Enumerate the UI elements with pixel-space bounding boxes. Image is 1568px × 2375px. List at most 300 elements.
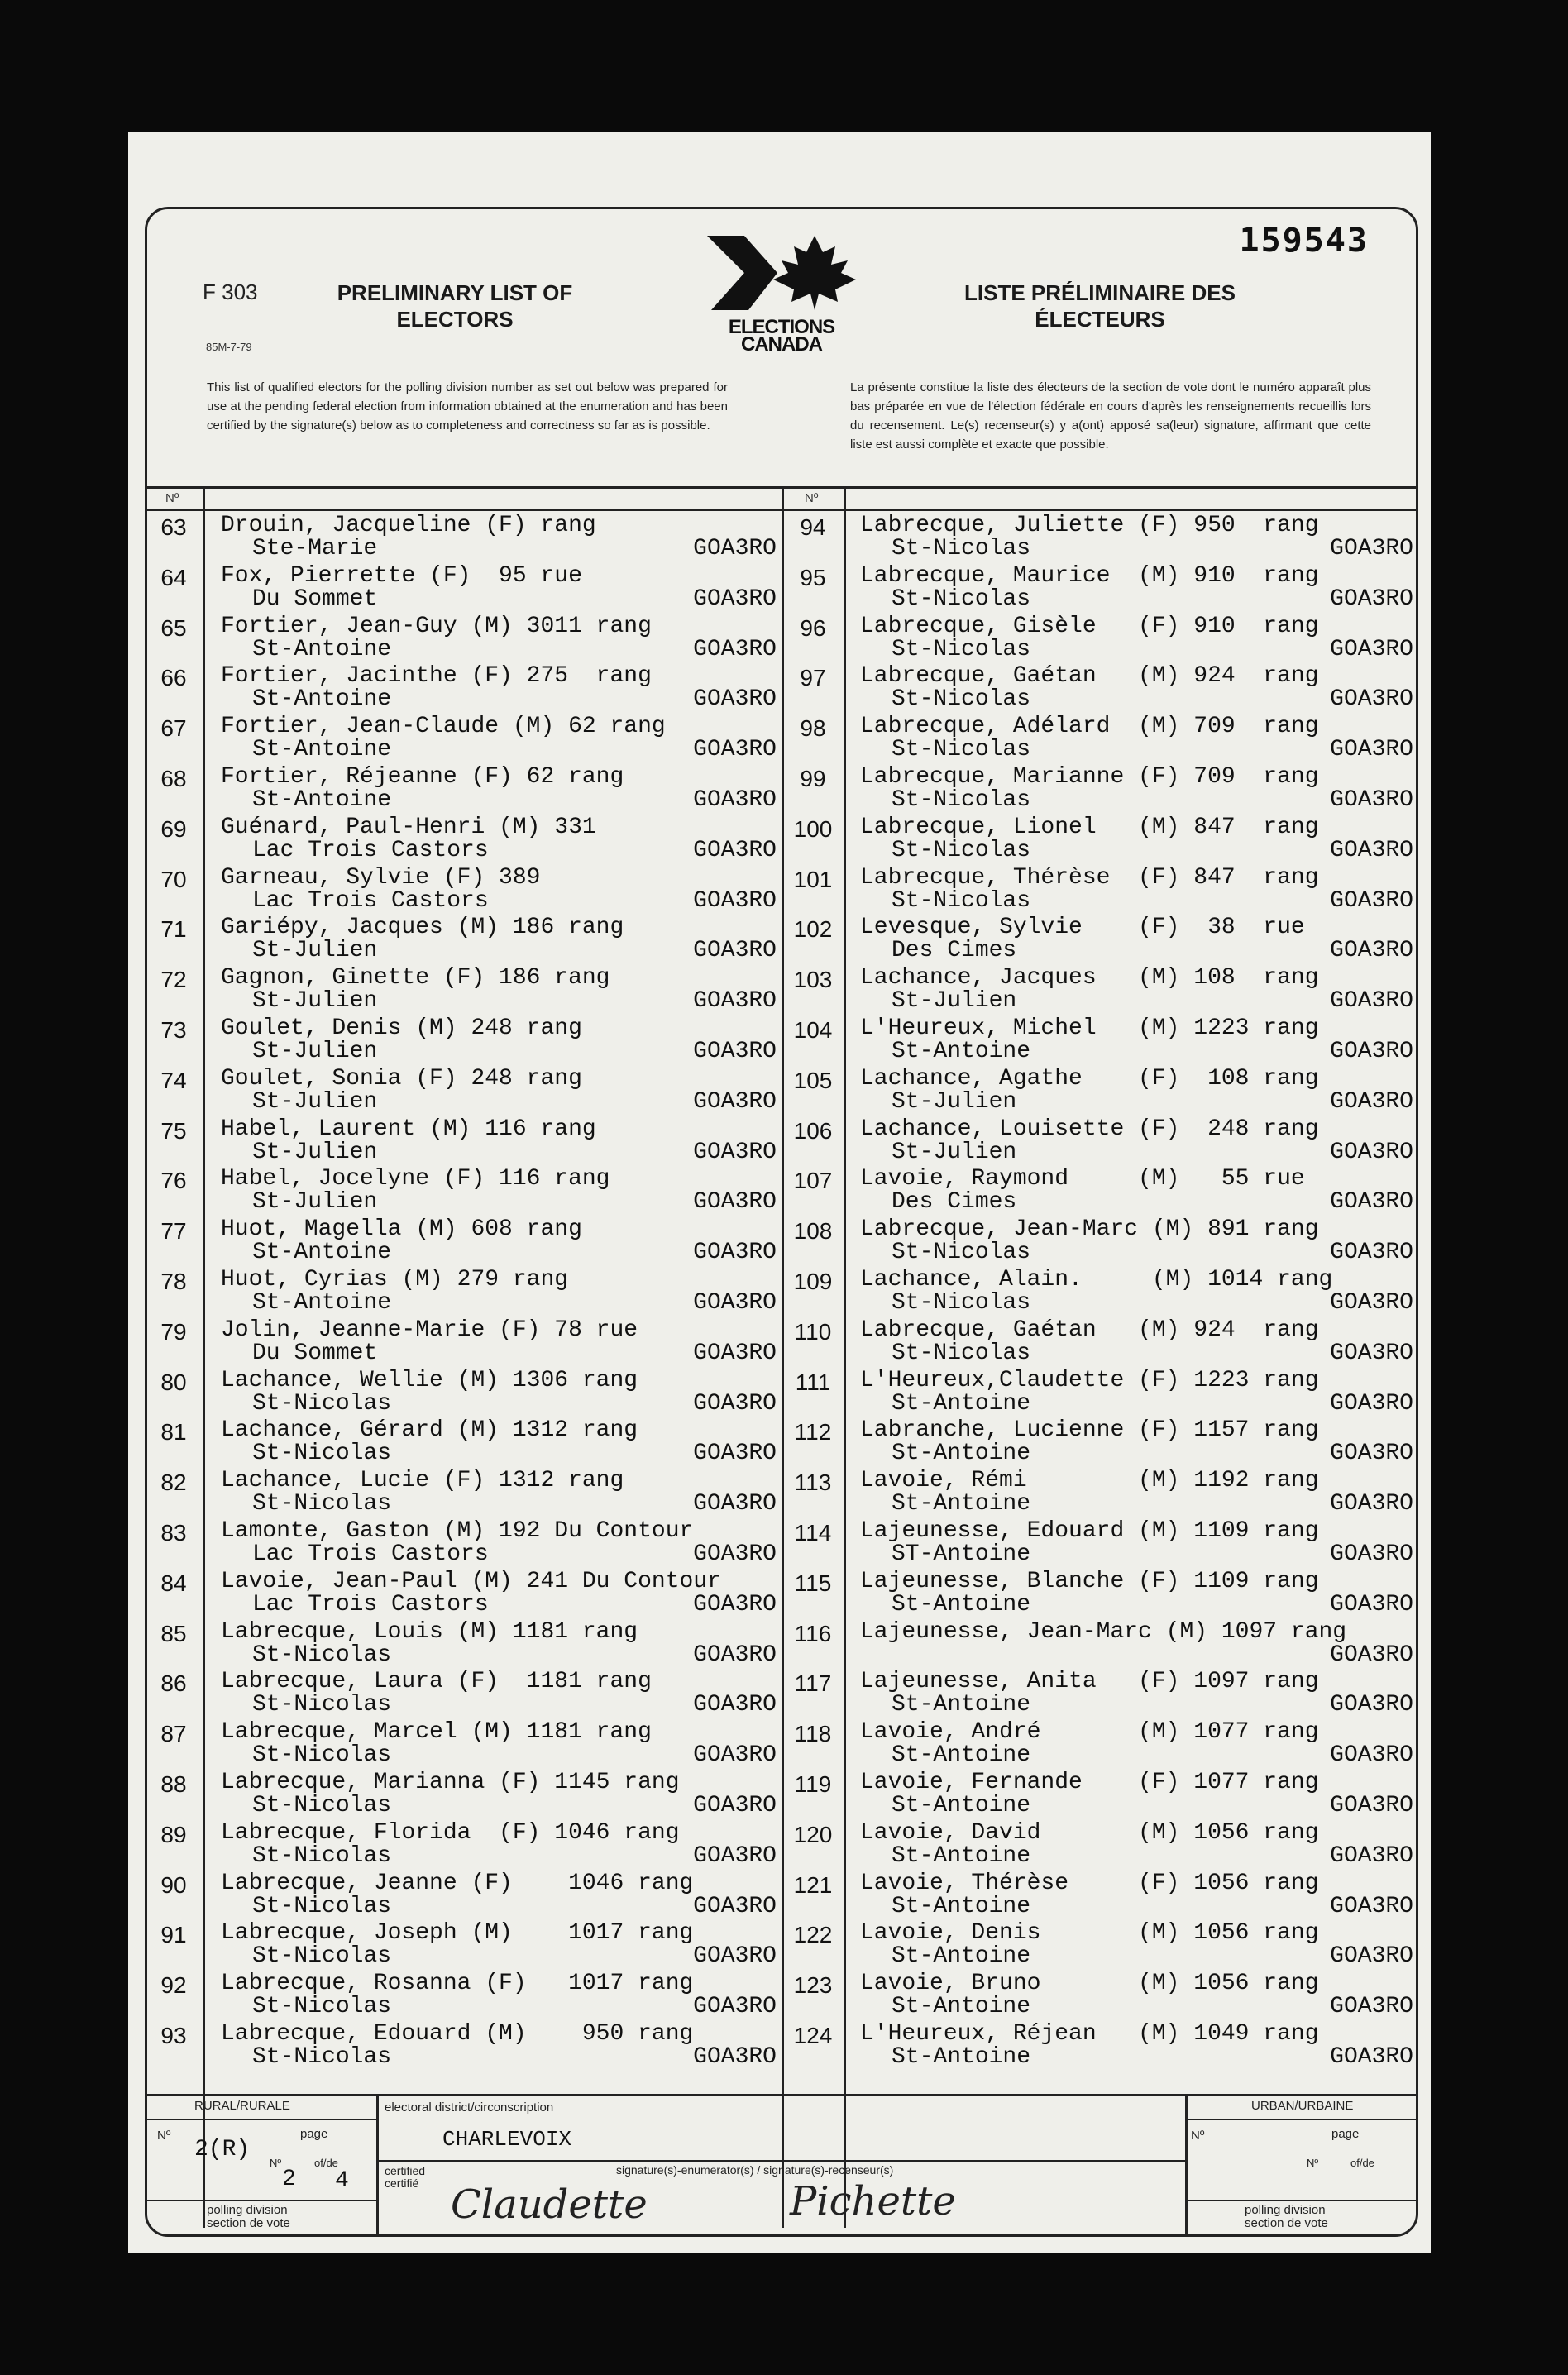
postal-code: GOA3RO xyxy=(1330,1641,1413,1668)
elector-entry xyxy=(784,815,1418,865)
elector-line1: Lajeunesse, Anita (F) 1097 rang xyxy=(860,1669,1319,1695)
postal-code: GOA3RO xyxy=(1330,988,1413,1015)
elector-entry xyxy=(784,1317,1418,1368)
elector-line2: St-Julien xyxy=(252,1038,378,1064)
electoral-district-label: electoral district/circonscription xyxy=(385,2100,554,2115)
elector-number: 114 xyxy=(794,1519,832,1546)
elector-number: 84 xyxy=(160,1570,187,1596)
elector-line1: Lachance, Agathe (F) 108 rang xyxy=(860,1065,1319,1092)
postal-code: GOA3RO xyxy=(1330,1792,1413,1818)
postal-code: GOA3RO xyxy=(693,1994,777,2020)
elector-line1: Labrecque, Louis (M) 1181 rang xyxy=(221,1618,638,1645)
elector-line2: St-Nicolas xyxy=(892,536,1031,561)
title-english: PRELIMINARY LIST OF ELECTORS xyxy=(337,280,573,332)
elector-line1: Lachance, Lucie (F) 1312 rang xyxy=(221,1468,624,1494)
elector-line2: St-Antoine xyxy=(892,1893,1031,1919)
postal-code: GOA3RO xyxy=(693,1340,777,1366)
signature-enumerator-2: Pichette xyxy=(790,2178,956,2224)
elector-line1: Lachance, Gérard (M) 1312 rang xyxy=(221,1417,638,1444)
elector-line1: Habel, Laurent (M) 116 rang xyxy=(221,1116,596,1142)
postal-code: GOA3RO xyxy=(1330,1491,1413,1517)
elector-number: 110 xyxy=(794,1318,832,1345)
elector-line1: Habel, Jocelyne (F) 116 rang xyxy=(221,1166,610,1192)
elector-line1: Fortier, Jean-Guy (M) 3011 rang xyxy=(221,613,652,639)
elector-line2: St-Antoine xyxy=(892,1742,1031,1769)
elector-number: 113 xyxy=(794,1469,832,1496)
postal-code: GOA3RO xyxy=(1330,1994,1413,2020)
footer-divider-right xyxy=(1185,2094,1188,2237)
elector-line2: St-Antoine xyxy=(252,786,392,813)
elector-number: 94 xyxy=(800,514,826,540)
elector-number: 71 xyxy=(160,916,187,943)
elector-entry xyxy=(145,1619,782,1670)
elector-number: 73 xyxy=(160,1016,187,1043)
elector-line2: St-Julien xyxy=(252,1139,378,1165)
elector-number: 90 xyxy=(160,1871,187,1898)
postal-code: GOA3RO xyxy=(693,1038,777,1064)
elector-number: 106 xyxy=(793,1117,833,1144)
elector-line2: St-Antoine xyxy=(892,2043,1031,2070)
postal-code: GOA3RO xyxy=(1330,737,1413,763)
elector-entry xyxy=(145,1518,782,1569)
postal-code: GOA3RO xyxy=(1330,686,1413,713)
elector-line2: St-Antoine xyxy=(892,1038,1031,1064)
elector-entry xyxy=(145,513,782,563)
footer-polling-rule-left xyxy=(145,2200,376,2201)
elector-number: 95 xyxy=(800,564,826,590)
footer-mid-rule xyxy=(376,2160,1185,2162)
form-number: F 303 xyxy=(203,280,258,304)
elector-line2: St-Nicolas xyxy=(252,1491,392,1517)
elector-line1: Labrecque, Adélard (M) 709 rang xyxy=(860,714,1319,740)
elector-number: 63 xyxy=(160,514,187,540)
postal-code: GOA3RO xyxy=(693,1792,777,1818)
elector-number: 74 xyxy=(160,1067,187,1093)
postal-code: GOA3RO xyxy=(1330,837,1413,863)
elector-line1: Lachance, Wellie (M) 1306 rang xyxy=(221,1367,638,1393)
postal-code: GOA3RO xyxy=(693,2043,777,2070)
elector-line1: Guénard, Paul-Henri (M) 331 xyxy=(221,814,596,840)
postal-code: GOA3RO xyxy=(1330,1742,1413,1769)
elector-entry xyxy=(784,1216,1418,1267)
elector-number: 100 xyxy=(793,815,833,842)
elector-line1: Labrecque, Gaétan (M) 924 rang xyxy=(860,1317,1319,1343)
elector-number: 109 xyxy=(793,1268,833,1294)
postal-code: GOA3RO xyxy=(1330,1088,1413,1115)
elector-number: 120 xyxy=(793,1821,833,1847)
elector-entry xyxy=(145,915,782,965)
postal-code: GOA3RO xyxy=(693,686,777,713)
elector-line2: St-Julien xyxy=(252,1088,378,1115)
elector-entry xyxy=(145,764,782,815)
elector-line1: Goulet, Sonia (F) 248 rang xyxy=(221,1065,582,1092)
postal-code: GOA3RO xyxy=(1330,1139,1413,1165)
title-french: LISTE PRÉLIMINAIRE DES ÉLECTEURS xyxy=(964,280,1236,332)
elector-line2: St-Nicolas xyxy=(892,887,1031,914)
polling-division-label: polling division section de vote xyxy=(207,2203,290,2230)
elector-entry xyxy=(784,965,1418,1015)
elector-line1: Lajeunesse, Jean-Marc (M) 1097 rang xyxy=(860,1618,1347,1645)
elector-line2: St-Antoine xyxy=(892,1441,1031,1467)
elector-line1: Drouin, Jacqueline (F) rang xyxy=(221,513,596,538)
elector-line2: St-Julien xyxy=(892,1139,1017,1165)
postal-code: GOA3RO xyxy=(693,1541,777,1567)
right-entries-column xyxy=(784,513,1418,2072)
polling-no-label: Nº xyxy=(157,2129,171,2143)
postal-code: GOA3RO xyxy=(693,938,777,964)
urban-page-label: page xyxy=(1331,2127,1360,2141)
elector-entry xyxy=(145,1770,782,1820)
postal-code: GOA3RO xyxy=(1330,938,1413,964)
no-header-left: Nº xyxy=(165,491,179,505)
elector-line1: Fortier, Réjeanne (F) 62 rang xyxy=(221,763,624,790)
elector-entry xyxy=(145,1719,782,1770)
elector-number: 76 xyxy=(160,1168,187,1194)
page-total: 4 xyxy=(335,2168,349,2194)
elector-entry xyxy=(784,1015,1418,1066)
elector-entry xyxy=(145,563,782,614)
signature-label: signature(s)-enumerator(s) / signature(s)-recenseur(s) xyxy=(616,2163,894,2177)
elector-line1: Labrecque, Joseph (M) 1017 rang xyxy=(221,1920,694,1947)
elector-line1: Jolin, Jeanne-Marie (F) 78 rue xyxy=(221,1317,638,1343)
elector-number: 119 xyxy=(794,1770,832,1797)
elector-line2: Des Cimes xyxy=(892,1189,1017,1216)
elector-line1: Fortier, Jacinthe (F) 275 rang xyxy=(221,663,652,690)
postal-code: GOA3RO xyxy=(693,1893,777,1919)
footer-urban-rule xyxy=(1185,2119,1418,2120)
elector-line2: St-Nicolas xyxy=(252,1692,392,1718)
elector-number: 69 xyxy=(160,815,187,842)
postal-code: GOA3RO xyxy=(693,585,777,612)
elector-number: 91 xyxy=(160,1922,187,1948)
elector-line2: St-Antoine xyxy=(892,1943,1031,1970)
elector-number: 75 xyxy=(160,1117,187,1144)
elector-entry xyxy=(145,1669,782,1719)
postal-code: GOA3RO xyxy=(1330,1692,1413,1718)
elector-entry xyxy=(145,1468,782,1518)
postal-code: GOA3RO xyxy=(1330,1340,1413,1366)
elector-line1: Garneau, Sylvie (F) 389 xyxy=(221,864,541,891)
elector-number: 78 xyxy=(160,1268,187,1294)
postal-code: GOA3RO xyxy=(1330,536,1413,561)
elector-entry xyxy=(784,1417,1418,1468)
elector-number: 72 xyxy=(160,967,187,993)
elector-entry xyxy=(145,965,782,1015)
elector-entry xyxy=(145,1066,782,1116)
elector-number: 101 xyxy=(793,866,833,892)
elector-line2: St-Antoine xyxy=(252,686,392,713)
elector-line1: Labrecque, Rosanna (F) 1017 rang xyxy=(221,1971,694,1997)
elector-line1: Huot, Cyrias (M) 279 rang xyxy=(221,1266,569,1293)
elector-entry xyxy=(784,1719,1418,1770)
postal-code: GOA3RO xyxy=(693,1441,777,1467)
elector-entry xyxy=(145,815,782,865)
elector-line1: Fox, Pierrette (F) 95 rue xyxy=(221,562,582,589)
urban-of-label: of/de xyxy=(1350,2157,1374,2169)
elector-line1: Labrecque, Marianne (F) 709 rang xyxy=(860,763,1319,790)
postal-code: GOA3RO xyxy=(693,636,777,662)
postal-code: GOA3RO xyxy=(693,1240,777,1266)
elector-line1: Labrecque, Jean-Marc (M) 891 rang xyxy=(860,1216,1319,1243)
elector-line2: St-Nicolas xyxy=(252,1641,392,1668)
elector-line1: Labrecque, Edouard (M) 950 rang xyxy=(221,2020,694,2047)
elector-line2: St-Nicolas xyxy=(252,1842,392,1869)
elector-line2: Du Sommet xyxy=(252,585,378,612)
postal-code: GOA3RO xyxy=(693,988,777,1015)
elector-entry xyxy=(784,1368,1418,1418)
elector-line1: Lavoie, Denis (M) 1056 rang xyxy=(860,1920,1319,1947)
elector-number: 70 xyxy=(160,866,187,892)
elector-line2: Des Cimes xyxy=(892,938,1017,964)
elector-number: 64 xyxy=(160,564,187,590)
elector-number: 92 xyxy=(160,1972,187,1999)
elector-number: 89 xyxy=(160,1821,187,1847)
elector-line1: Labrecque, Jeanne (F) 1046 rang xyxy=(221,1870,694,1896)
elector-number: 103 xyxy=(793,967,833,993)
postal-code: GOA3RO xyxy=(693,1189,777,1216)
elector-line2: St-Nicolas xyxy=(252,1441,392,1467)
postal-code: GOA3RO xyxy=(693,1692,777,1718)
elector-number: 108 xyxy=(793,1218,833,1245)
elector-line2: St-Nicolas xyxy=(252,1943,392,1970)
elector-line1: Labrecque, Juliette (F) 950 rang xyxy=(860,513,1319,538)
elector-line2: St-Nicolas xyxy=(252,1792,392,1818)
urban-page-no-label: Nº xyxy=(1307,2157,1319,2169)
postal-code: GOA3RO xyxy=(693,786,777,813)
elector-entry xyxy=(145,663,782,714)
elector-line1: Labrecque, Gisèle (F) 910 rang xyxy=(860,613,1319,639)
logo-text-elections: ELECTIONS xyxy=(728,316,835,338)
elector-line2: St-Nicolas xyxy=(252,1893,392,1919)
elector-line2: St-Nicolas xyxy=(892,1289,1031,1316)
page-no-label: Nº xyxy=(270,2157,282,2169)
elector-number: 112 xyxy=(794,1419,832,1446)
elector-line1: Lachance, Alain. (M) 1014 rang xyxy=(860,1266,1333,1293)
elector-line2: St-Nicolas xyxy=(252,1742,392,1769)
elector-number: 102 xyxy=(793,916,833,943)
page-label: page xyxy=(300,2127,328,2141)
elector-number: 96 xyxy=(800,614,826,641)
elector-number: 77 xyxy=(160,1218,187,1245)
elector-line2: Lac Trois Castors xyxy=(252,1541,489,1567)
postal-code: GOA3RO xyxy=(1330,1240,1413,1266)
elector-number: 66 xyxy=(160,665,187,691)
postal-code: GOA3RO xyxy=(693,1139,777,1165)
elector-line1: Lavoie, Rémi (M) 1192 rang xyxy=(860,1468,1319,1494)
certified-label: certified certifié xyxy=(385,2164,426,2190)
elector-line2: St-Nicolas xyxy=(892,837,1031,863)
elector-line1: Labrecque, Lionel (M) 847 rang xyxy=(860,814,1319,840)
elector-line2: St-Nicolas xyxy=(892,1340,1031,1366)
elector-line2: ST-Antoine xyxy=(892,1541,1031,1567)
postal-code: GOA3RO xyxy=(1330,1943,1413,1970)
elector-number: 68 xyxy=(160,765,187,791)
elector-entry xyxy=(784,764,1418,815)
elector-number: 117 xyxy=(794,1670,832,1697)
elector-number: 93 xyxy=(160,2022,187,2048)
postal-code: GOA3RO xyxy=(1330,636,1413,662)
elector-entry xyxy=(145,714,782,764)
elector-line2: St-Antoine xyxy=(892,1591,1031,1618)
elector-line1: Labrecque, Gaétan (M) 924 rang xyxy=(860,663,1319,690)
postal-code: GOA3RO xyxy=(693,1842,777,1869)
elector-line1: Lachance, Jacques (M) 108 rang xyxy=(860,965,1319,992)
elector-line2: St-Antoine xyxy=(252,1289,392,1316)
elector-line1: Lavoie, Thérèse (F) 1056 rang xyxy=(860,1870,1319,1896)
elector-line2: St-Julien xyxy=(892,1088,1017,1115)
rural-label: RURAL/RURALE xyxy=(194,2099,290,2113)
elector-entry xyxy=(145,865,782,915)
elector-number: 123 xyxy=(793,1972,833,1999)
elector-line1: Lavoie, Bruno (M) 1056 rang xyxy=(860,1971,1319,1997)
postal-code: GOA3RO xyxy=(1330,1842,1413,1869)
elector-entry xyxy=(145,1920,782,1971)
elector-line2: St-Antoine xyxy=(892,1491,1031,1517)
elector-entry xyxy=(784,1770,1418,1820)
elector-entry xyxy=(784,1820,1418,1871)
elector-entry xyxy=(784,563,1418,614)
logo-text-canada: CANADA xyxy=(741,333,822,356)
elector-entry xyxy=(784,1116,1418,1167)
elector-entry xyxy=(784,614,1418,664)
postal-code: GOA3RO xyxy=(693,1591,777,1618)
urban-no-label: Nº xyxy=(1191,2129,1205,2143)
elector-line2: St-Nicolas xyxy=(892,585,1031,612)
elector-entry xyxy=(145,1871,782,1921)
elector-line2: St-Nicolas xyxy=(892,786,1031,813)
elector-entry xyxy=(145,1368,782,1418)
elector-number: 118 xyxy=(794,1721,832,1747)
elector-number: 65 xyxy=(160,614,187,641)
elector-line1: Lavoie, David (M) 1056 rang xyxy=(860,1819,1319,1846)
elector-number: 83 xyxy=(160,1519,187,1546)
postal-code: GOA3RO xyxy=(1330,887,1413,914)
postal-code: GOA3RO xyxy=(1330,1893,1413,1919)
elector-number: 107 xyxy=(793,1168,833,1194)
elector-entry xyxy=(145,1317,782,1368)
postal-code: GOA3RO xyxy=(693,1491,777,1517)
elector-entry xyxy=(145,1166,782,1216)
elector-entry xyxy=(784,1669,1418,1719)
elector-line2: St-Julien xyxy=(252,1189,378,1216)
elector-line1: L'Heureux, Michel (M) 1223 rang xyxy=(860,1015,1319,1041)
elector-entry xyxy=(784,1518,1418,1569)
postal-code: GOA3RO xyxy=(1330,2043,1413,2070)
elector-line1: Lajeunesse, Edouard (M) 1109 rang xyxy=(860,1517,1319,1544)
elector-line1: Gagnon, Ginette (F) 186 rang xyxy=(221,965,610,992)
elector-number: 116 xyxy=(794,1620,832,1646)
elector-line1: Lavoie, Fernande (F) 1077 rang xyxy=(860,1769,1319,1795)
elector-number: 115 xyxy=(794,1570,832,1596)
elector-line1: L'Heureux, Réjean (M) 1049 rang xyxy=(860,2020,1319,2047)
electoral-district: CHARLEVOIX xyxy=(442,2127,572,2152)
elector-line1: Lavoie, Jean-Paul (M) 241 Du Contour xyxy=(221,1568,721,1594)
elector-line2: St-Nicolas xyxy=(252,1390,392,1417)
elector-entry xyxy=(145,1267,782,1317)
page-number: 2 xyxy=(282,2167,296,2192)
elector-line1: Gariépy, Jacques (M) 186 rang xyxy=(221,915,624,941)
elector-entry xyxy=(784,513,1418,563)
postal-code: GOA3RO xyxy=(1330,1289,1413,1316)
elector-line1: Labrecque, Marianna (F) 1145 rang xyxy=(221,1769,680,1795)
postal-code: GOA3RO xyxy=(1330,1441,1413,1467)
elector-entry xyxy=(145,614,782,664)
elector-line2: Lac Trois Castors xyxy=(252,837,489,863)
elector-number: 87 xyxy=(160,1721,187,1747)
elector-number: 98 xyxy=(800,715,826,742)
elector-entry xyxy=(145,1116,782,1167)
footer-divider-left xyxy=(376,2094,379,2237)
urban-label: URBAN/URBAINE xyxy=(1251,2099,1354,2113)
elector-entry xyxy=(784,1871,1418,1921)
elector-line1: Fortier, Jean-Claude (M) 62 rang xyxy=(221,714,666,740)
postal-code: GOA3RO xyxy=(693,1742,777,1769)
elector-number: 99 xyxy=(800,765,826,791)
elector-number: 88 xyxy=(160,1770,187,1797)
elector-number: 80 xyxy=(160,1369,187,1395)
elector-entry xyxy=(784,1066,1418,1116)
elector-number: 105 xyxy=(793,1067,833,1093)
elector-line2: St-Antoine xyxy=(252,636,392,662)
elector-line1: Goulet, Denis (M) 248 rang xyxy=(221,1015,582,1041)
elector-number: 111 xyxy=(795,1369,831,1395)
postal-code: GOA3RO xyxy=(1330,1541,1413,1567)
of-label: of/de xyxy=(314,2157,338,2169)
elector-entry xyxy=(784,1569,1418,1619)
elector-entry xyxy=(145,1417,782,1468)
polling-division-number: 2(R) xyxy=(194,2137,251,2162)
postal-code: GOA3RO xyxy=(693,1390,777,1417)
elector-line2: St-Julien xyxy=(252,988,378,1015)
elector-number: 79 xyxy=(160,1318,187,1345)
elector-entry xyxy=(784,1920,1418,1971)
postal-code: GOA3RO xyxy=(1330,585,1413,612)
elector-line2: St-Nicolas xyxy=(892,737,1031,763)
elector-entry xyxy=(784,915,1418,965)
elector-entry xyxy=(784,1971,1418,2021)
footer-rural-rule xyxy=(145,2119,376,2120)
elector-line1: Lavoie, Raymond (M) 55 rue xyxy=(860,1166,1305,1192)
elector-line1: Labrecque, Maurice (M) 910 rang xyxy=(860,562,1319,589)
elector-entry xyxy=(145,1216,782,1267)
elector-number: 82 xyxy=(160,1469,187,1496)
elector-number: 122 xyxy=(793,1922,833,1948)
elector-entry xyxy=(784,663,1418,714)
elector-entry xyxy=(145,1015,782,1066)
elector-line1: Lachance, Louisette (F) 248 rang xyxy=(860,1116,1319,1142)
elector-line2: St-Nicolas xyxy=(892,686,1031,713)
postal-code: GOA3RO xyxy=(693,1088,777,1115)
postal-code: GOA3RO xyxy=(693,536,777,561)
elector-line2: St-Nicolas xyxy=(892,1240,1031,1266)
elector-line2: Ste-Marie xyxy=(252,536,378,561)
elector-line1: Labrecque, Florida (F) 1046 rang xyxy=(221,1819,680,1846)
postal-code: GOA3RO xyxy=(1330,1038,1413,1064)
elector-number: 81 xyxy=(160,1419,187,1446)
elector-line2: St-Nicolas xyxy=(252,1994,392,2020)
elector-number: 86 xyxy=(160,1670,187,1697)
elector-entry xyxy=(784,1468,1418,1518)
elector-number: 104 xyxy=(793,1016,833,1043)
signature-enumerator-1: Claudette xyxy=(451,2181,648,2228)
elector-line1: Labranche, Lucienne (F) 1157 rang xyxy=(860,1417,1319,1444)
elector-line2: St-Julien xyxy=(252,938,378,964)
footer-polling-rule-right xyxy=(1185,2200,1418,2201)
elector-entry xyxy=(784,1619,1418,1670)
urban-polling-label: polling division section de vote xyxy=(1245,2203,1328,2230)
intro-french: La présente constitue la liste des électeurs de la section de vote dont le numéro apparaît plus bas préparée en vue de l'élection fédérale en cours d'après les renseignements recueillis lors du recensement. Le(s) recenseur(s) y a(ont) apposé sa(leur) signature, affirmant que cette liste est aussi complète et exacte que possible. xyxy=(850,380,1371,452)
elector-line2: St-Antoine xyxy=(892,1994,1031,2020)
